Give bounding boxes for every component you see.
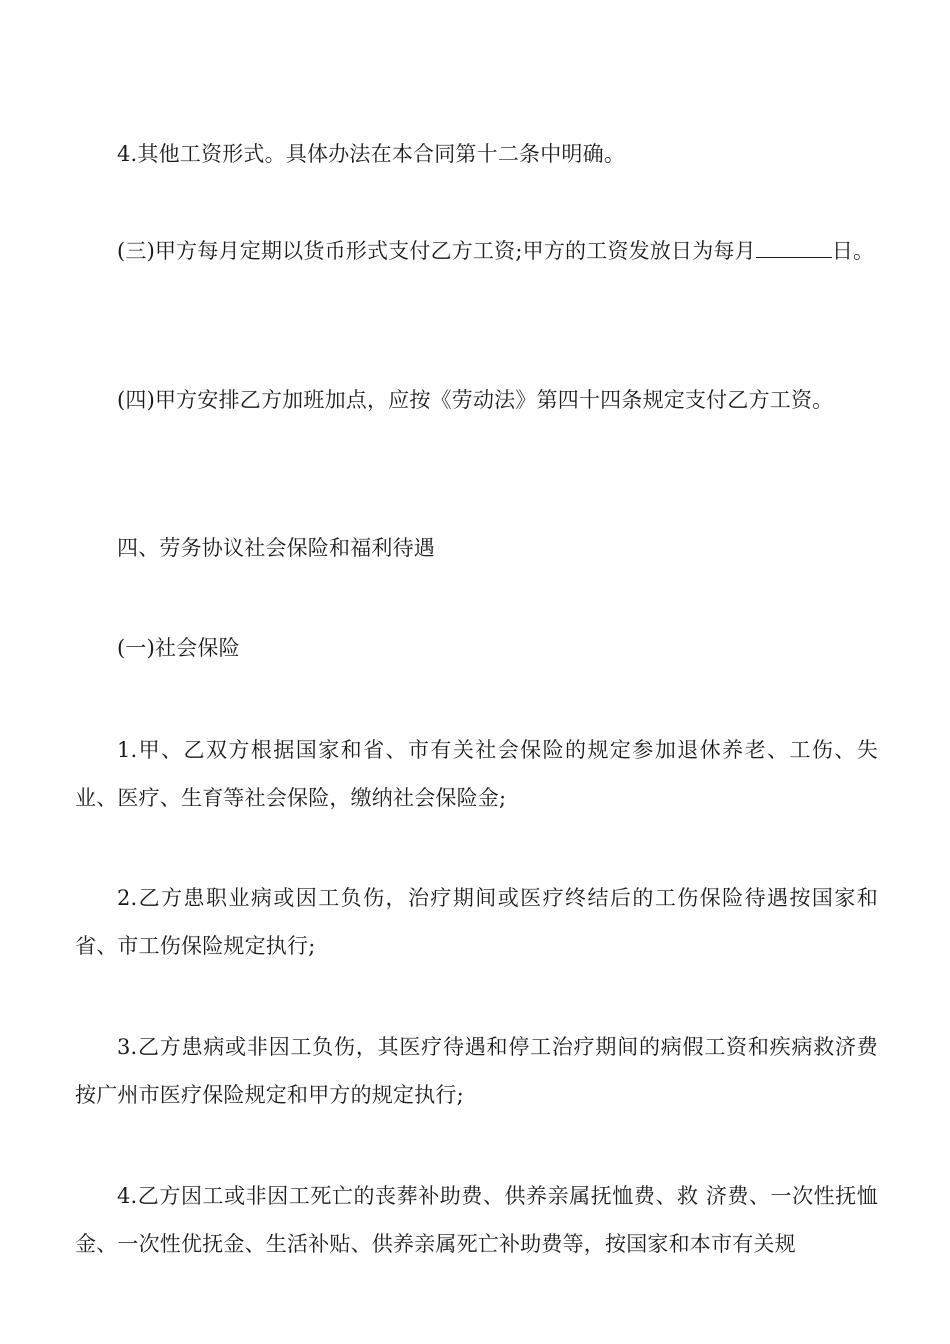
paragraph-insurance-item-2: 2.乙方患职业病或因工负伤，治疗期间或医疗终结后的工伤保险待遇按国家和省、市工伤保险规定执行; [75, 886, 878, 958]
wage-payment-day-suffix: 日。 [831, 239, 875, 263]
wage-payment-text: (三)甲方每月定期以货币形式支付乙方工资;甲方的工资发放日为每月 [117, 239, 756, 263]
section-heading-social-insurance: 四、劳务协议社会保险和福利待遇 [117, 536, 435, 560]
paragraph-insurance-item-1: 1.甲、乙双方根据国家和省、市有关社会保险的规定参加退休养老、工伤、失业、医疗、生育等社会保险，缴纳社会保险金; [75, 738, 878, 810]
paragraph-other-wage-forms: 4.其他工资形式。具体办法在本合同第十二条中明确。 [117, 142, 626, 166]
paragraph-insurance-item-4: 4.乙方因工或非因工死亡的丧葬补助费、供养亲属抚恤费、救 济费、一次性抚恤金、一次性优抚金、生活补贴、供养亲属死亡补助费等，按国家和本市有关规 [75, 1184, 878, 1256]
payment-day-blank [756, 239, 832, 258]
paragraph-insurance-item-3: 3.乙方患病或非因工负伤，其医疗待遇和停工治疗期间的病假工资和疾病救济费按广州市医疗保险规定和甲方的规定执行; [75, 1035, 878, 1107]
subsection-heading-social-insurance: (一)社会保险 [117, 636, 240, 660]
paragraph-overtime-pay: (四)甲方安排乙方加班加点，应按《劳动法》第四十四条规定支付乙方工资。 [117, 388, 834, 412]
paragraph-wage-payment-day [75, 227, 878, 275]
